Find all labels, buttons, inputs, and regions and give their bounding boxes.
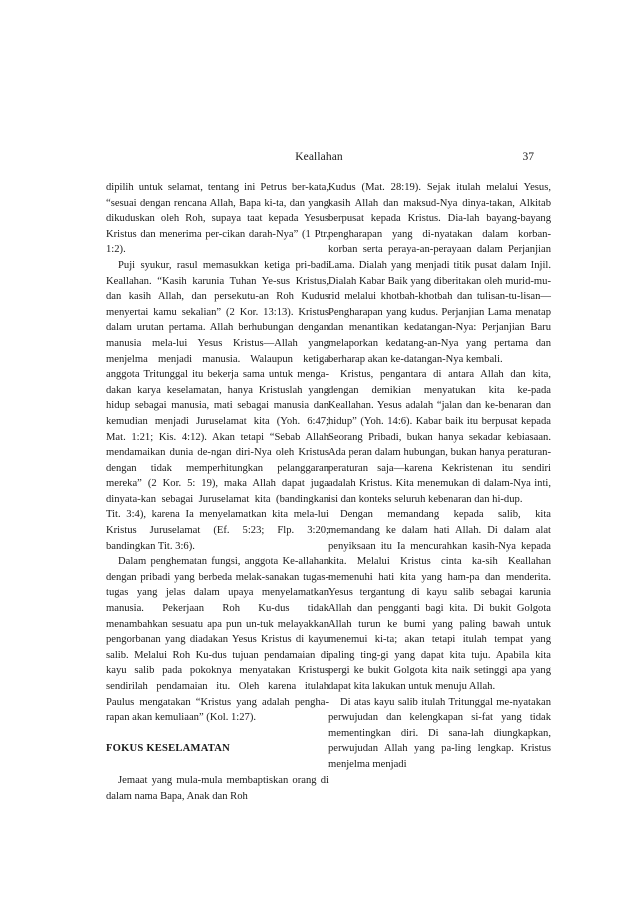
- left-column: [106, 180, 329, 805]
- right-column: [328, 180, 551, 773]
- right-paragraph-2: Kristus, pengantara di antara Allah dan kita, dengan demikian menyatukan kita ke-pada Keallahan. Yesus adalah “jalan dan ke-benaran dan hidup” (Yoh. 14:6). Kabar baik itu berpusat kepada Seorang Pribadi, bukan hanya sekadar kebiasaan. Ada peran dalam hubungan, bukan hanya peraturan-peraturan saja—karena Kekristenan itu sendiri adalah Kristus. Kita menemukan di dalam-Nya inti, isi dan konteks seluruh kebenaran dan hi-dup.: [328, 369, 551, 505]
- right-paragraph-3: Dengan memandang kepada salib, kita memandang ke dalam hati Allah. Di dalam alat penyiksaan itu Ia mencurahkan kasih-Nya kepada kita. Melalui Kristus cinta ka-sih Keallahan memenuhi hati kita yang ham-pa dan menderita. Yesus tergantung di kayu salib sebagai karunia Allah dan pengganti bagi kita. Di bukit Golgota Allah turun ke bumi yang paling bawah untuk menemui ki-ta; akan tetapi itulah tempat yang paling ting-gi yang dapat kita tuju. Apabila kita pergi ke bukit Golgota kita naik setinggi apa yang dapat kita lakukan untuk menuju Allah.: [328, 509, 551, 692]
- left-paragraph-1: dipilih untuk selamat, tentang ini Petrus ber-kata, “sesuai dengan rencana Allah, Bapa ki-ta, dan yang dikuduskan oleh Roh, supaya taat kepada Yesus Kristus dan menerima per-cikan darah-Nya” (1 Ptr. 1:2).: [106, 182, 329, 256]
- running-title: Keallahan: [295, 151, 343, 163]
- left-paragraph-3: Dalam penghematan fungsi, anggota Ke-allahan dengan pribadi yang berbeda melak-sanakan tugas-tugas yang jelas dalam upaya menyelamatkan manusia. Pekerjaan Roh Ku-dus tidak menambahkan sesuatu apa pun un-tuk melayakkan pengorbanan yang diadakan Yesus Kristus di kayu salib. Melalui Roh Ku-dus tujuan pendamaian di kayu salib pada pokoknya menyatakan Kristus sendirilah pendamaian itu. Oleh karena itulah Paulus mengatakan “Kristus yang adalah pengha-rapan akan kemuliaan” (Kol. 1:27).: [106, 556, 329, 724]
- left-paragraph-2: Puji syukur, rasul memasukkan ketiga pri-badi Keallahan. “Kasih karunia Tuhan Ye-sus Kristus, dan kasih Allah, dan persekutu-an Roh Kudus menyertai kamu sekalian” (2 Kor. 13:13). Kristus dalam urutan pertama. Allah berhubungan dengan manusia mela-lui Yesus Kristus—Allah yang menjelma menjadi manusia. Walaupun ketiga anggota Tritunggal itu bekerja sama untuk menga-dakan karya keselamatan, hanya Kristuslah yang hidup sebagai manusia, mati sebagai manusia dan kemudian menjadi Juruselamat kita (Yoh. 6:47; Mat. 1:21; Kis. 4:12). Akan tetapi “Sebab Allah mendamaikan dunia de-ngan diri-Nya oleh Kristus dengan tidak memperhitungkan pelanggaran mereka” (2 Kor. 5: 19), maka Allah dapat juga dinyata-kan sebagai Juruselamat kita (bandingkan Tit. 3:4), karena Ia menyelamatkan kita mela-lui Kristus Juruselamat (Ef. 5:23; Flp. 3:20; bandingkan Tit. 3:6).: [106, 259, 329, 552]
- section-heading: FOKUS KESELAMATAN: [106, 742, 230, 754]
- left-paragraph-4: Jemaat yang mula-mula membaptiskan orang di dalam nama Bapa, Anak dan Roh: [106, 775, 329, 802]
- right-paragraph-4: Di atas kayu salib itulah Tritunggal me-nyatakan perwujudan dan kelengkapan si-fat yang tidak mementingkan diri. Di sana-lah diungkapkan, perwujudan Allah yang pa-ling lengkap. Kristus menjelma menjadi: [328, 696, 551, 770]
- right-paragraph-1: Kudus (Mat. 28:19). Sejak itulah melalui Yesus, kasih Allah dan maksud-Nya dinya-takan, Alkitab berpusat kepada Kristus. Dia-lah bayang-bayang pengharapan yang di-nyatakan dalam korban-korban serta peraya-an-perayaan dalam Perjanjian Lama. Dialah yang menjadi titik pusat dalam Injil. Dialah Kabar Baik yang diberitakan oleh murid-mu-rid melalui khotbah-khotbah dan tulisan-tu-lisan—Pengharapan yang kudus. Perjanjian Lama menatap dan menantikan kedatangan-Nya: Perjanjian Baru melaporkan kedatang-an-Nya yang pertama dan berharap akan ke-datangan-Nya kembali.: [328, 182, 551, 365]
- page-number: 37: [522, 151, 534, 163]
